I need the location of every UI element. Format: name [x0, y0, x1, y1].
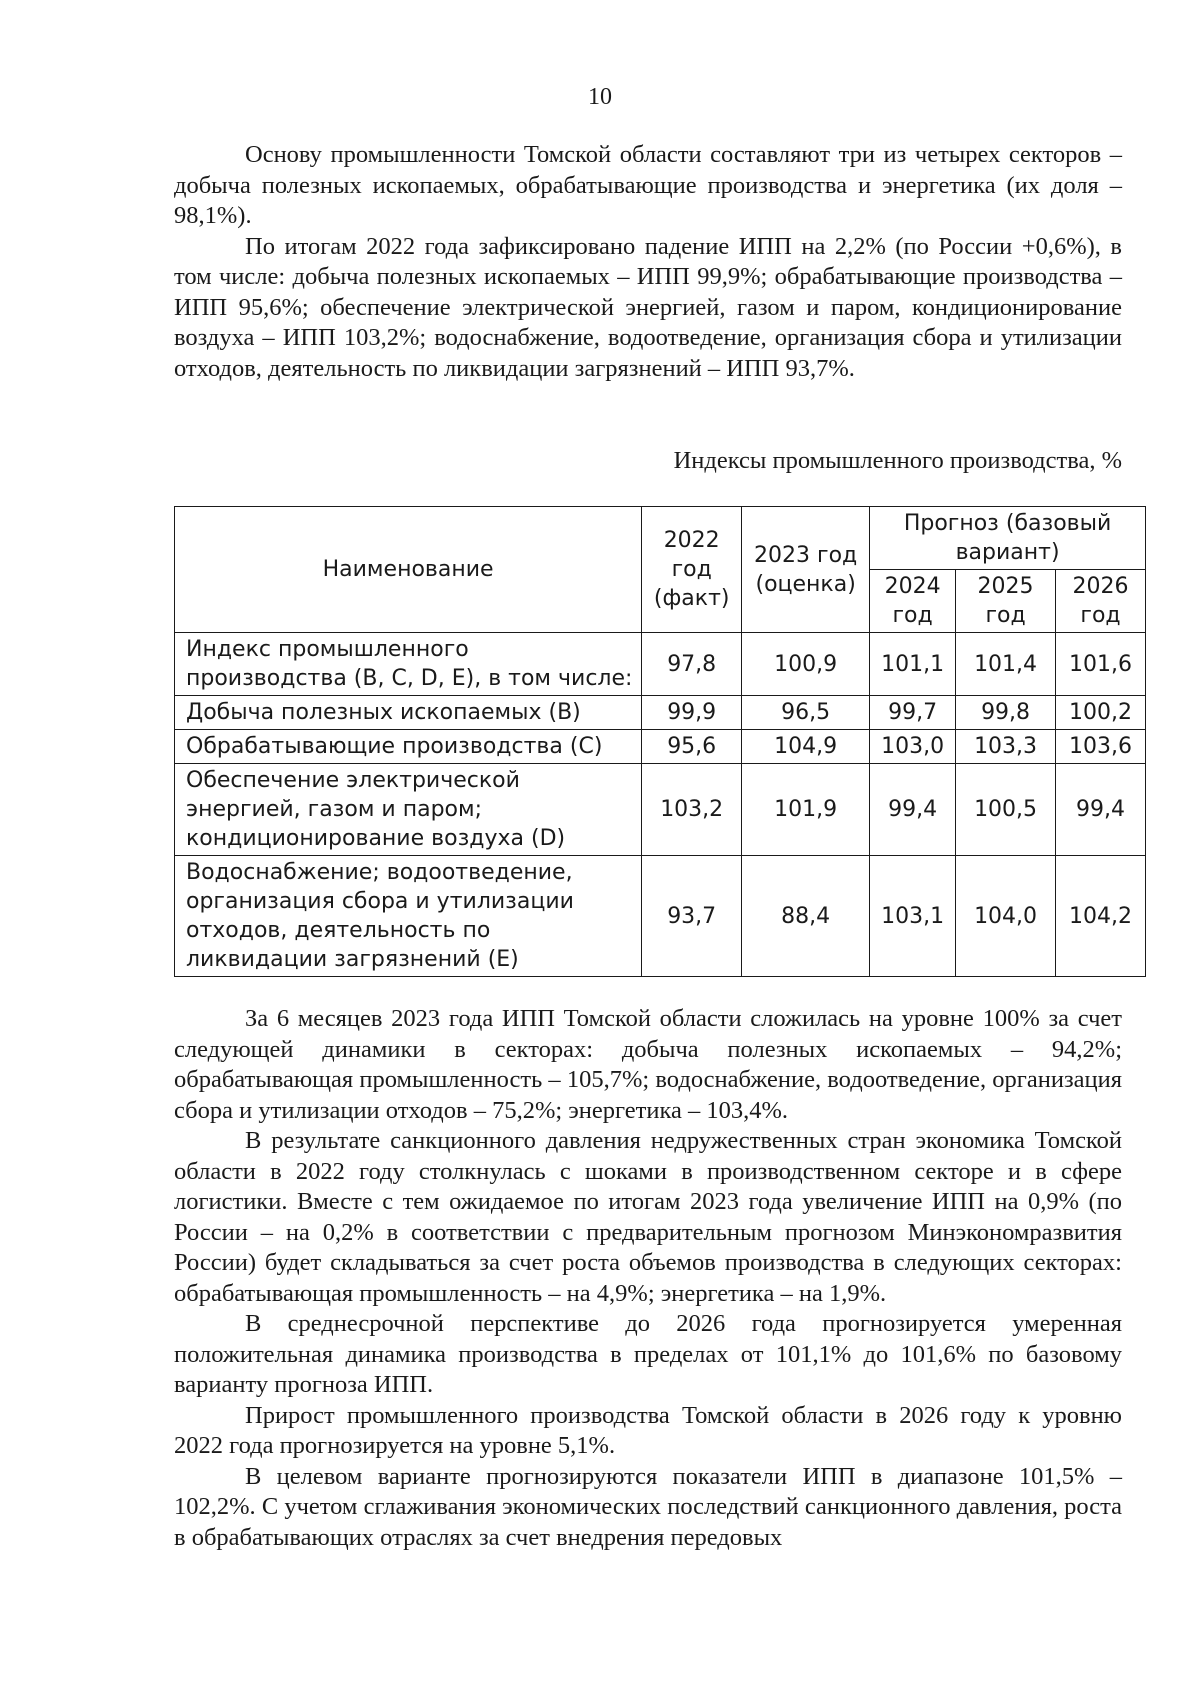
cell-2025: 100,5: [956, 764, 1056, 856]
cell-2024: 103,1: [870, 856, 956, 977]
cell-2025: 104,0: [956, 856, 1056, 977]
row-name: Добыча полезных ископаемых (B): [175, 696, 642, 730]
cell-2024: 99,7: [870, 696, 956, 730]
paragraph: В целевом варианте прогнозируются показатели ИПП в диапазоне 101,5% – 102,2%. С учетом сглаживания экономических последствий санкционного давления, роста в обрабатывающих отраслях за счет внедрения передовых: [174, 1462, 1122, 1551]
header-2022: 2022 год (факт): [642, 507, 742, 633]
row-name: Обрабатывающие производства (C): [175, 730, 642, 764]
cell-2022: 93,7: [642, 856, 742, 977]
cell-2022: 97,8: [642, 633, 742, 696]
header-2023: 2023 год (оценка): [742, 507, 870, 633]
cell-2024: 101,1: [870, 633, 956, 696]
header-2026: 2026 год: [1056, 570, 1146, 633]
paragraph: В среднесрочной перспективе до 2026 года прогнозируется умеренная положительная динамика производства в пределах от 101,1% до 101,6% по базовому варианту прогноза ИПП.: [174, 1310, 1122, 1398]
row-name: Водоснабжение; водоотведение, организация сбора и утилизации отходов, деятельность по ликвидации загрязнений (E): [175, 856, 642, 977]
header-name: Наименование: [175, 507, 642, 633]
cell-2025: 101,4: [956, 633, 1056, 696]
cell-2025: 99,8: [956, 696, 1056, 730]
row-name: Индекс промышленного производства (B, C, D, E), в том числе:: [175, 633, 642, 696]
page-number: 10: [588, 84, 612, 110]
header-2024: 2024 год: [870, 570, 956, 633]
table-caption: Индексы промышленного производства, %: [673, 447, 1122, 474]
cell-2026: 103,6: [1056, 730, 1146, 764]
cell-2022: 99,9: [642, 696, 742, 730]
table-row: [175, 633, 1146, 696]
cell-2023: 100,9: [742, 633, 870, 696]
cell-2022: 95,6: [642, 730, 742, 764]
cell-2024: 103,0: [870, 730, 956, 764]
table-header-row: [175, 507, 1146, 570]
cell-2023: 96,5: [742, 696, 870, 730]
paragraph: В результате санкционного давления недружественных стран экономика Томской области в 2022 году столкнулась с шоками в производственном секторе и в сфере логистики. Вместе с тем ожидаемое по итогам 2023 года увеличение ИПП на 0,9% (по России – на 0,2% в соответствии с предварительным прогнозом Минэкономразвития России) будет складываться за счет роста объемов производства в следующих секторах: обрабатывающая промышленность – на 4,9%; энергетика – на 1,9%.: [174, 1127, 1122, 1307]
table-row: [175, 730, 1146, 764]
cell-2024: 99,4: [870, 764, 956, 856]
table-row: [175, 764, 1146, 856]
row-name: Обеспечение электрической энергией, газом и паром; кондиционирование воздуха (D): [175, 764, 642, 856]
cell-2026: 99,4: [1056, 764, 1146, 856]
intro-text: [174, 140, 1122, 384]
paragraph: По итогам 2022 года зафиксировано падение ИПП на 2,2% (по России +0,6%), в том числе: добыча полезных ископаемых – ИПП 99,9%; обрабатывающие производства – ИПП 95,6%; обеспечение электрической энергией, газом и паром, кондиционирование воздуха – ИПП 103,2%; водоснабжение, водоотведение, организация сбора и утилизации отходов, деятельность по ликвидации загрязнений – ИПП 93,7%.: [174, 232, 1122, 382]
table-row: [175, 696, 1146, 730]
cell-2026: 100,2: [1056, 696, 1146, 730]
ipp-table: [174, 506, 1146, 977]
cell-2022: 103,2: [642, 764, 742, 856]
cell-2023: 104,9: [742, 730, 870, 764]
table-row: [175, 856, 1146, 977]
cell-2026: 104,2: [1056, 856, 1146, 977]
cell-2025: 103,3: [956, 730, 1056, 764]
paragraph: Основу промышленности Томской области составляют три из четырех секторов – добыча полезных ископаемых, обрабатывающие производства и энергетика (их доля – 98,1%).: [174, 141, 1122, 229]
header-forecast: Прогноз (базовый вариант): [870, 507, 1146, 570]
body-text: [174, 1004, 1122, 1553]
paragraph: За 6 месяцев 2023 года ИПП Томской области сложилась на уровне 100% за счет следующей динамики в секторах: добыча полезных ископаемых – 94,2%; обрабатывающая промышленность – 105,7%; водоснабжение, водоотведение, организация сбора и утилизации отходов – 75,2%; энергетика – 103,4%.: [174, 1005, 1122, 1124]
paragraph: Прирост промышленного производства Томской области в 2026 году к уровню 2022 года прогнозируется на уровне 5,1%.: [174, 1401, 1122, 1459]
header-2025: 2025 год: [956, 570, 1056, 633]
cell-2026: 101,6: [1056, 633, 1146, 696]
cell-2023: 101,9: [742, 764, 870, 856]
cell-2023: 88,4: [742, 856, 870, 977]
